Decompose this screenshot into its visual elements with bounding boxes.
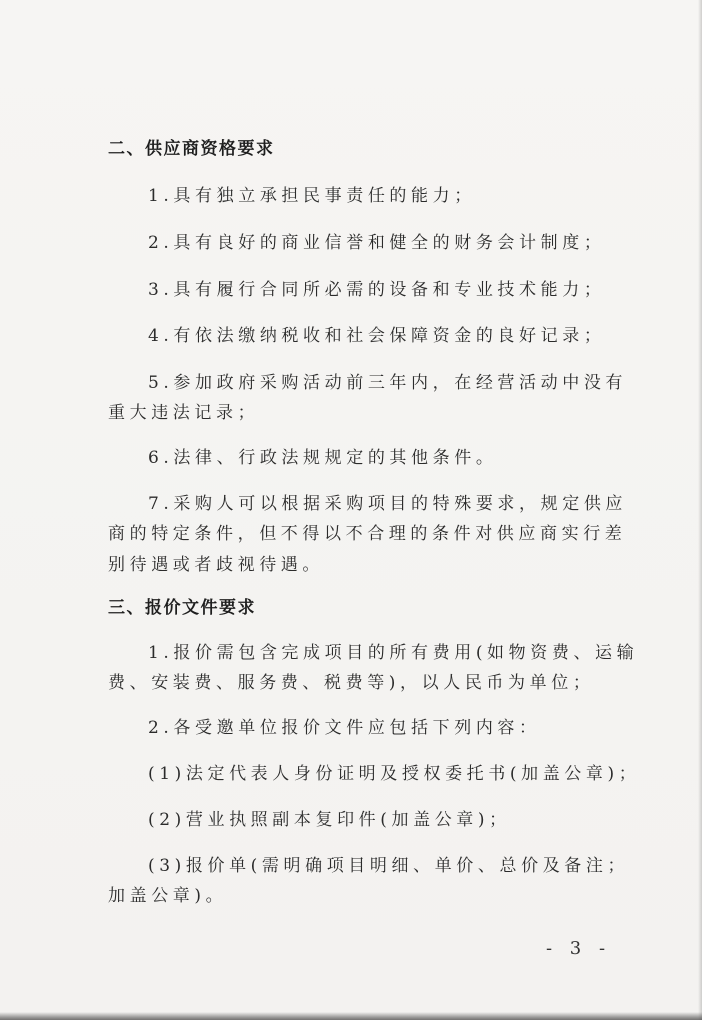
requirement-item: 7.采购人可以根据采购项目的特殊要求，规定供应 xyxy=(148,494,628,514)
requirement-item-continuation: 商的特定条件，但不得以不合理的条件对供应商实行差 xyxy=(108,524,627,544)
requirement-item-continuation: 别待遇或者歧视待遇。 xyxy=(108,555,324,575)
quotation-item: 2.各受邀单位报价文件应包括下列内容： xyxy=(148,718,541,738)
scan-edge-right xyxy=(698,0,702,1020)
requirement-item: 6.法律、行政法规规定的其他条件。 xyxy=(148,448,498,468)
requirement-item: 5.参加政府采购活动前三年内，在经营活动中没有 xyxy=(148,373,628,393)
requirement-item: 3.具有履行合同所必需的设备和专业技术能力； xyxy=(148,280,606,300)
quotation-subitem-continuation: 加盖公章)。 xyxy=(108,886,228,906)
scan-edge-bottom xyxy=(0,1012,702,1020)
page-number: - 3 - xyxy=(546,938,612,959)
quotation-subitem: (2)营业执照副本复印件(加盖公章)； xyxy=(148,810,511,830)
quotation-item-continuation: 费、安装费、服务费、税费等)，以人民币为单位； xyxy=(108,673,595,693)
quotation-subitem: (3)报价单(需明确项目明细、单价、总价及备注； xyxy=(148,856,630,876)
section-heading-quotation-requirements: 三、报价文件要求 xyxy=(108,598,256,618)
quotation-subitem: (1)法定代表人身份证明及授权委托书(加盖公章)； xyxy=(148,764,641,784)
quotation-item: 1.报价需包含完成项目的所有费用(如物资费、运输 xyxy=(148,643,639,663)
requirement-item: 4.有依法缴纳税收和社会保障资金的良好记录； xyxy=(148,326,606,346)
requirement-item: 1.具有独立承担民事责任的能力； xyxy=(148,186,476,206)
section-heading-supplier-qualifications: 二、供应商资格要求 xyxy=(108,139,275,159)
requirement-item-continuation: 重大违法记录； xyxy=(108,403,260,423)
requirement-item: 2.具有良好的商业信誉和健全的财务会计制度； xyxy=(148,233,606,253)
